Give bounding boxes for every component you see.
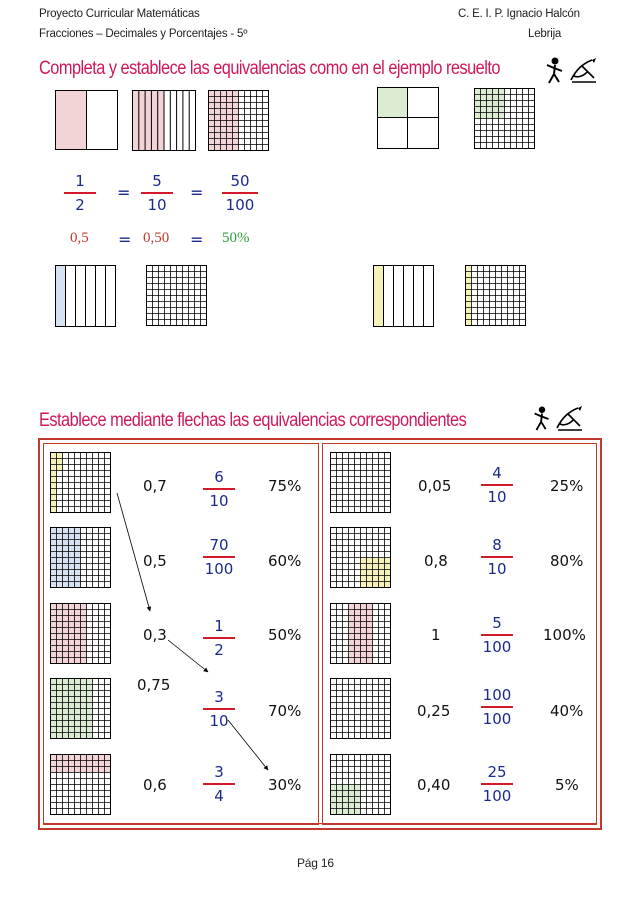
left-fraction-4: 3 10 [197, 688, 241, 730]
header-right-line1: C. E. I. P. Ignacio Halcón [458, 8, 580, 20]
arrow-1 [117, 493, 150, 611]
left-fraction-2: 70 100 [204, 536, 234, 578]
right-percent-4: 40% [550, 702, 584, 720]
right-decimal-3: 1 [431, 626, 441, 644]
left-percent-1: 75% [268, 477, 302, 495]
left-percent-4: 70% [268, 702, 302, 720]
right-percent-2: 80% [550, 552, 584, 570]
left-decimal-5: 0,6 [143, 776, 167, 794]
example-percent: 50% [222, 230, 250, 246]
right-decimal-2: 0,8 [424, 552, 448, 570]
left-decimal-3: 0,3 [143, 626, 167, 644]
right-decimal-1: 0,05 [418, 477, 452, 495]
example-fraction-2: 5 10 [137, 172, 177, 214]
left-decimal-2: 0,5 [143, 552, 167, 570]
arrow-3 [228, 720, 268, 770]
left-extra-decimal: 0,75 [137, 676, 171, 694]
right-decimal-5: 0,40 [417, 776, 451, 794]
left-fraction-1: 6 10 [197, 468, 241, 510]
left-fraction-5: 3 4 [197, 763, 241, 805]
right-fraction-5: 25 100 [482, 763, 512, 805]
left-fraction-3: 1 2 [197, 617, 241, 659]
section1-title: Completa y establece las equivalencias como en el ejemplo resuelto [39, 58, 500, 79]
left-decimal-1: 0,7 [143, 477, 167, 495]
right-fraction-2: 8 10 [475, 536, 519, 578]
example-equals-3: = [118, 230, 132, 249]
right-percent-3: 100% [543, 626, 586, 644]
example-fraction-3: 50 100 [218, 172, 262, 214]
right-percent-5: 5% [555, 776, 579, 794]
example-equals-4: = [190, 230, 204, 249]
right-fraction-4: 100 100 [482, 686, 512, 728]
left-percent-2: 60% [268, 552, 302, 570]
right-percent-1: 25% [550, 477, 584, 495]
header-left-line1: Proyecto Curricular Matemáticas [39, 8, 200, 20]
example-decimal-1: 0,5 [70, 230, 89, 246]
example-fraction-1: 1 2 [60, 172, 100, 214]
header-right-line2: Lebrija [528, 28, 562, 40]
example-decimal-2: 0,50 [143, 230, 170, 246]
right-fraction-1: 4 10 [475, 464, 519, 506]
right-fraction-3: 5 100 [482, 614, 512, 656]
header-left-line2: Fracciones – Decimales y Porcentajes - 5º [39, 28, 248, 40]
section2-title: Establece mediante flechas las equivalencias correspondientes [39, 410, 467, 431]
example-equals-1: = [117, 183, 131, 202]
left-percent-5: 30% [268, 776, 302, 794]
right-decimal-4: 0,25 [417, 702, 451, 720]
left-percent-3: 50% [268, 626, 302, 644]
arrow-2 [168, 640, 208, 672]
example-equals-2: = [190, 183, 204, 202]
page-number: Pág 16 [297, 856, 334, 870]
